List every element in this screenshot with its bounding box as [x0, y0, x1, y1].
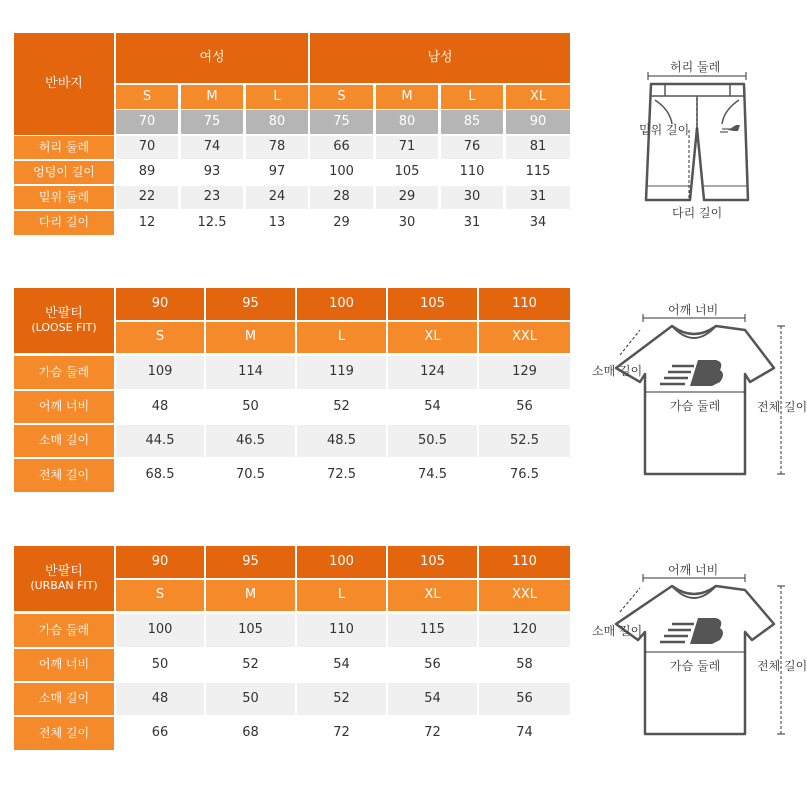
urban-num-header: 105	[388, 546, 477, 578]
urban-cell: 58	[479, 649, 570, 681]
loose-cell: 48	[116, 391, 204, 423]
shorts-size-header: S	[310, 85, 373, 109]
shorts-cell: 89	[116, 161, 178, 184]
urban-num-header: 110	[479, 546, 570, 578]
loose-cell: 46.5	[206, 425, 295, 457]
shorts-row-label: 다리 길이	[14, 211, 114, 235]
shorts-group-men: 남성	[310, 33, 570, 83]
loose-cell: 124	[388, 356, 477, 389]
shorts-cell: 97	[246, 161, 308, 184]
urban-cell: 110	[297, 614, 386, 647]
urban-cell: 72	[388, 717, 477, 750]
loose-size-header: M	[206, 322, 295, 353]
shorts-cell: 30	[376, 211, 438, 235]
urban-cell: 72	[297, 717, 386, 750]
shorts-rise-label: 밑위 길이	[639, 123, 690, 137]
shorts-cell: 105	[376, 161, 438, 184]
loose-num-header: 110	[479, 288, 570, 320]
urban-title: 반팔티	[45, 564, 83, 580]
shorts-cell: 70	[116, 136, 178, 159]
shorts-size-value: 80	[376, 110, 438, 134]
urban-num-header: 90	[116, 546, 204, 578]
loose-subtitle: (LOOSE FIT)	[31, 320, 97, 334]
shorts-size-header: L	[246, 85, 308, 109]
shorts-cell: 29	[376, 186, 438, 209]
shorts-cell: 30	[441, 186, 503, 209]
shorts-cell: 12.5	[181, 211, 243, 235]
loose-num-header: 105	[388, 288, 477, 320]
loose-total-label: 전체 길이	[757, 400, 807, 414]
urban-subtitle: (URBAN FIT)	[30, 578, 98, 592]
urban-cell: 115	[388, 614, 477, 647]
loose-cell: 76.5	[479, 459, 570, 492]
shorts-cell: 110	[441, 161, 503, 184]
loose-cell: 52	[297, 391, 386, 423]
loose-title: 반팔티	[45, 306, 83, 322]
shorts-row-label: 밑위 둘레	[14, 186, 114, 209]
shorts-size-value: 85	[441, 110, 503, 134]
shorts-size-value: 75	[310, 110, 373, 134]
urban-sleeve-label: 소매 길이	[592, 624, 643, 638]
loose-cell: 68.5	[116, 459, 204, 492]
loose-row-label: 소매 길이	[14, 425, 114, 457]
urban-row-label: 전체 길이	[14, 717, 114, 750]
shorts-cell: 31	[506, 186, 570, 209]
shorts-cell: 100	[310, 161, 373, 184]
shorts-cell: 93	[181, 161, 243, 184]
urban-cell: 66	[116, 717, 204, 750]
shorts-title: 반바지	[14, 33, 114, 135]
urban-size-header: L	[297, 580, 386, 611]
shorts-cell: 12	[116, 211, 178, 235]
loose-size-header: L	[297, 322, 386, 353]
shorts-size-header: L	[441, 85, 503, 109]
loose-row-label: 어깨 너비	[14, 391, 114, 423]
loose-cell: 48.5	[297, 425, 386, 457]
loose-cell: 72.5	[297, 459, 386, 492]
loose-cell: 109	[116, 356, 204, 389]
shorts-size-header: XL	[506, 85, 570, 109]
urban-cell: 56	[388, 649, 477, 681]
shorts-waist-label: 허리 둘레	[670, 60, 721, 74]
loose-sleeve-label: 소매 길이	[592, 364, 643, 378]
loose-num-header: 90	[116, 288, 204, 320]
loose-cell: 119	[297, 356, 386, 389]
shorts-row-label: 엉덩이 길이	[14, 161, 114, 184]
loose-cell: 50	[206, 391, 295, 423]
shorts-cell: 66	[310, 136, 373, 159]
loose-cell: 52.5	[479, 425, 570, 457]
loose-num-header: 100	[297, 288, 386, 320]
urban-shoulder-label: 어깨 너비	[668, 563, 719, 577]
shorts-cell: 71	[376, 136, 438, 159]
urban-size-header: XXL	[479, 580, 570, 611]
urban-cell: 54	[388, 683, 477, 715]
urban-cell: 56	[479, 683, 570, 715]
urban-row-label: 가슴 둘레	[14, 614, 114, 647]
loose-shoulder-label: 어깨 너비	[668, 303, 719, 317]
shorts-size-value: 90	[506, 110, 570, 134]
shorts-size-header: S	[116, 85, 178, 109]
urban-size-header: M	[206, 580, 295, 611]
urban-num-header: 100	[297, 546, 386, 578]
loose-size-header: S	[116, 322, 204, 353]
loose-cell: 44.5	[116, 425, 204, 457]
shorts-group-women: 여성	[116, 33, 308, 83]
loose-num-header: 95	[206, 288, 295, 320]
shorts-cell: 74	[181, 136, 243, 159]
urban-row-label: 소매 길이	[14, 683, 114, 715]
shorts-cell: 78	[246, 136, 308, 159]
shorts-row-label: 허리 둘레	[14, 136, 114, 159]
shorts-cell: 29	[310, 211, 373, 235]
loose-row-label: 가슴 둘레	[14, 356, 114, 389]
shorts-cell: 28	[310, 186, 373, 209]
urban-cell: 120	[479, 614, 570, 647]
shorts-cell: 81	[506, 136, 570, 159]
urban-row-label: 어깨 너비	[14, 649, 114, 681]
shorts-cell: 34	[506, 211, 570, 235]
urban-chest-label: 가슴 둘레	[670, 659, 721, 673]
urban-cell: 105	[206, 614, 295, 647]
shorts-cell: 115	[506, 161, 570, 184]
urban-cell: 68	[206, 717, 295, 750]
loose-cell: 129	[479, 356, 570, 389]
shorts-cell: 76	[441, 136, 503, 159]
loose-cell: 56	[479, 391, 570, 423]
urban-num-header: 95	[206, 546, 295, 578]
shorts-cell: 23	[181, 186, 243, 209]
urban-cell: 52	[206, 649, 295, 681]
urban-cell: 74	[479, 717, 570, 750]
loose-row-label: 전체 길이	[14, 459, 114, 492]
loose-cell: 114	[206, 356, 295, 389]
loose-cell: 74.5	[388, 459, 477, 492]
loose-size-header: XXL	[479, 322, 570, 353]
shorts-size-value: 70	[116, 110, 178, 134]
loose-size-header: XL	[388, 322, 477, 353]
urban-size-header: S	[116, 580, 204, 611]
shorts-size-value: 80	[246, 110, 308, 134]
loose-cell: 50.5	[388, 425, 477, 457]
urban-cell: 100	[116, 614, 204, 647]
loose-chest-label: 가슴 둘레	[670, 399, 721, 413]
urban-cell: 48	[116, 683, 204, 715]
urban-cell: 54	[297, 649, 386, 681]
shorts-cell: 13	[246, 211, 308, 235]
shorts-size-header: M	[181, 85, 243, 109]
loose-cell: 70.5	[206, 459, 295, 492]
urban-total-label: 전체 길이	[757, 659, 807, 673]
shorts-cell: 22	[116, 186, 178, 209]
loose-cell: 54	[388, 391, 477, 423]
shorts-size-value: 75	[181, 110, 243, 134]
urban-cell: 50	[116, 649, 204, 681]
urban-size-header: XL	[388, 580, 477, 611]
shorts-leg-label: 다리 길이	[672, 206, 723, 220]
shorts-cell: 31	[441, 211, 503, 235]
shorts-cell: 24	[246, 186, 308, 209]
urban-cell: 50	[206, 683, 295, 715]
urban-cell: 52	[297, 683, 386, 715]
shorts-size-header: M	[376, 85, 438, 109]
